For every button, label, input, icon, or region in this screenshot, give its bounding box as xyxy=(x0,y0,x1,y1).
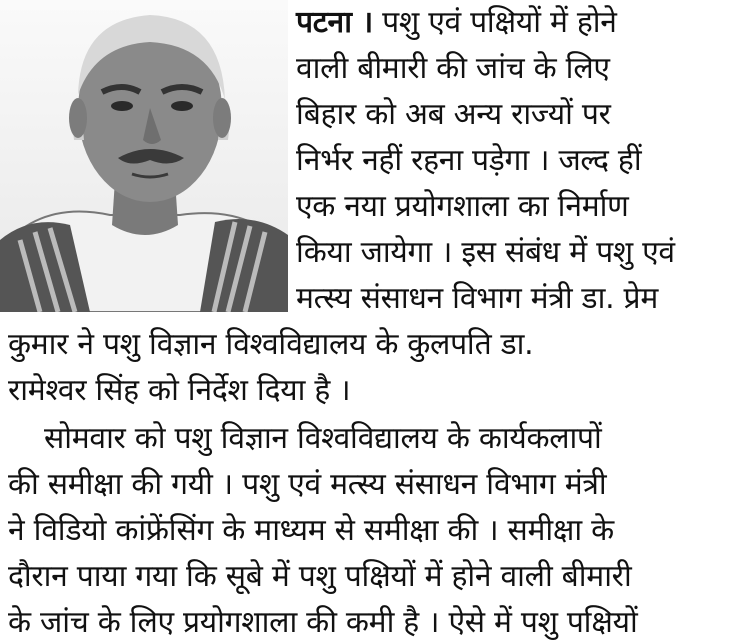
article-photo xyxy=(0,0,288,312)
article-line-13 xyxy=(8,558,730,596)
article-text: मत्स्य संसाधन विभाग मंत्री डा. प्रेम xyxy=(296,281,658,316)
article-line-10 xyxy=(44,420,740,458)
article-text: बिहार को अब अन्य राज्यों पर xyxy=(296,97,611,132)
article-line-6 xyxy=(296,234,728,272)
article-line-7 xyxy=(296,280,728,318)
article-text: किया जायेगा । इस संबंध में पशु एवं xyxy=(296,235,675,270)
article-text: की समीक्षा की गयी । पशु एवं मत्स्य संसाधन विभाग मंत्री xyxy=(8,467,607,502)
article-line-11 xyxy=(8,466,730,504)
article-line-8 xyxy=(8,326,730,364)
article-line-9 xyxy=(8,372,730,410)
article-line-14 xyxy=(8,604,730,642)
article-text: के जांच के लिए प्रयोगशाला की कमी है । ऐसे में पशु पक्षियों xyxy=(8,605,638,640)
article-line-4 xyxy=(296,142,728,180)
article-text: सोमवार को पशु विज्ञान विश्वविद्यालय के कार्यकलापों xyxy=(44,421,602,456)
article-line-5 xyxy=(296,188,728,226)
article-text: निर्भर नहीं रहना पड़ेगा । जल्द हीं xyxy=(296,143,642,178)
dateline: पटना । xyxy=(296,5,373,40)
portrait-illustration xyxy=(0,0,288,312)
article-line-1 xyxy=(296,4,728,42)
article-text: रामेश्वर सिंह को निर्देश दिया है । xyxy=(8,373,351,408)
article-line-12 xyxy=(8,512,730,550)
article-text: दौरान पाया गया कि सूबे में पशु पक्षियों में होने वाली बीमारी xyxy=(8,559,632,594)
article-text: पशु एवं पक्षियों में होने xyxy=(382,5,617,40)
article-text: एक नया प्रयोगशाला का निर्माण xyxy=(296,189,629,224)
article-text: वाली बीमारी की जांच के लिए xyxy=(296,51,610,86)
article-text: ने विडियो कांफ्रेंसिंग के माध्यम से समीक्षा की । समीक्षा के xyxy=(8,513,614,548)
article-line-2 xyxy=(296,50,728,88)
article-text: कुमार ने पशु विज्ञान विश्वविद्यालय के कुलपति डा. xyxy=(8,327,534,362)
article-line-3 xyxy=(296,96,728,134)
